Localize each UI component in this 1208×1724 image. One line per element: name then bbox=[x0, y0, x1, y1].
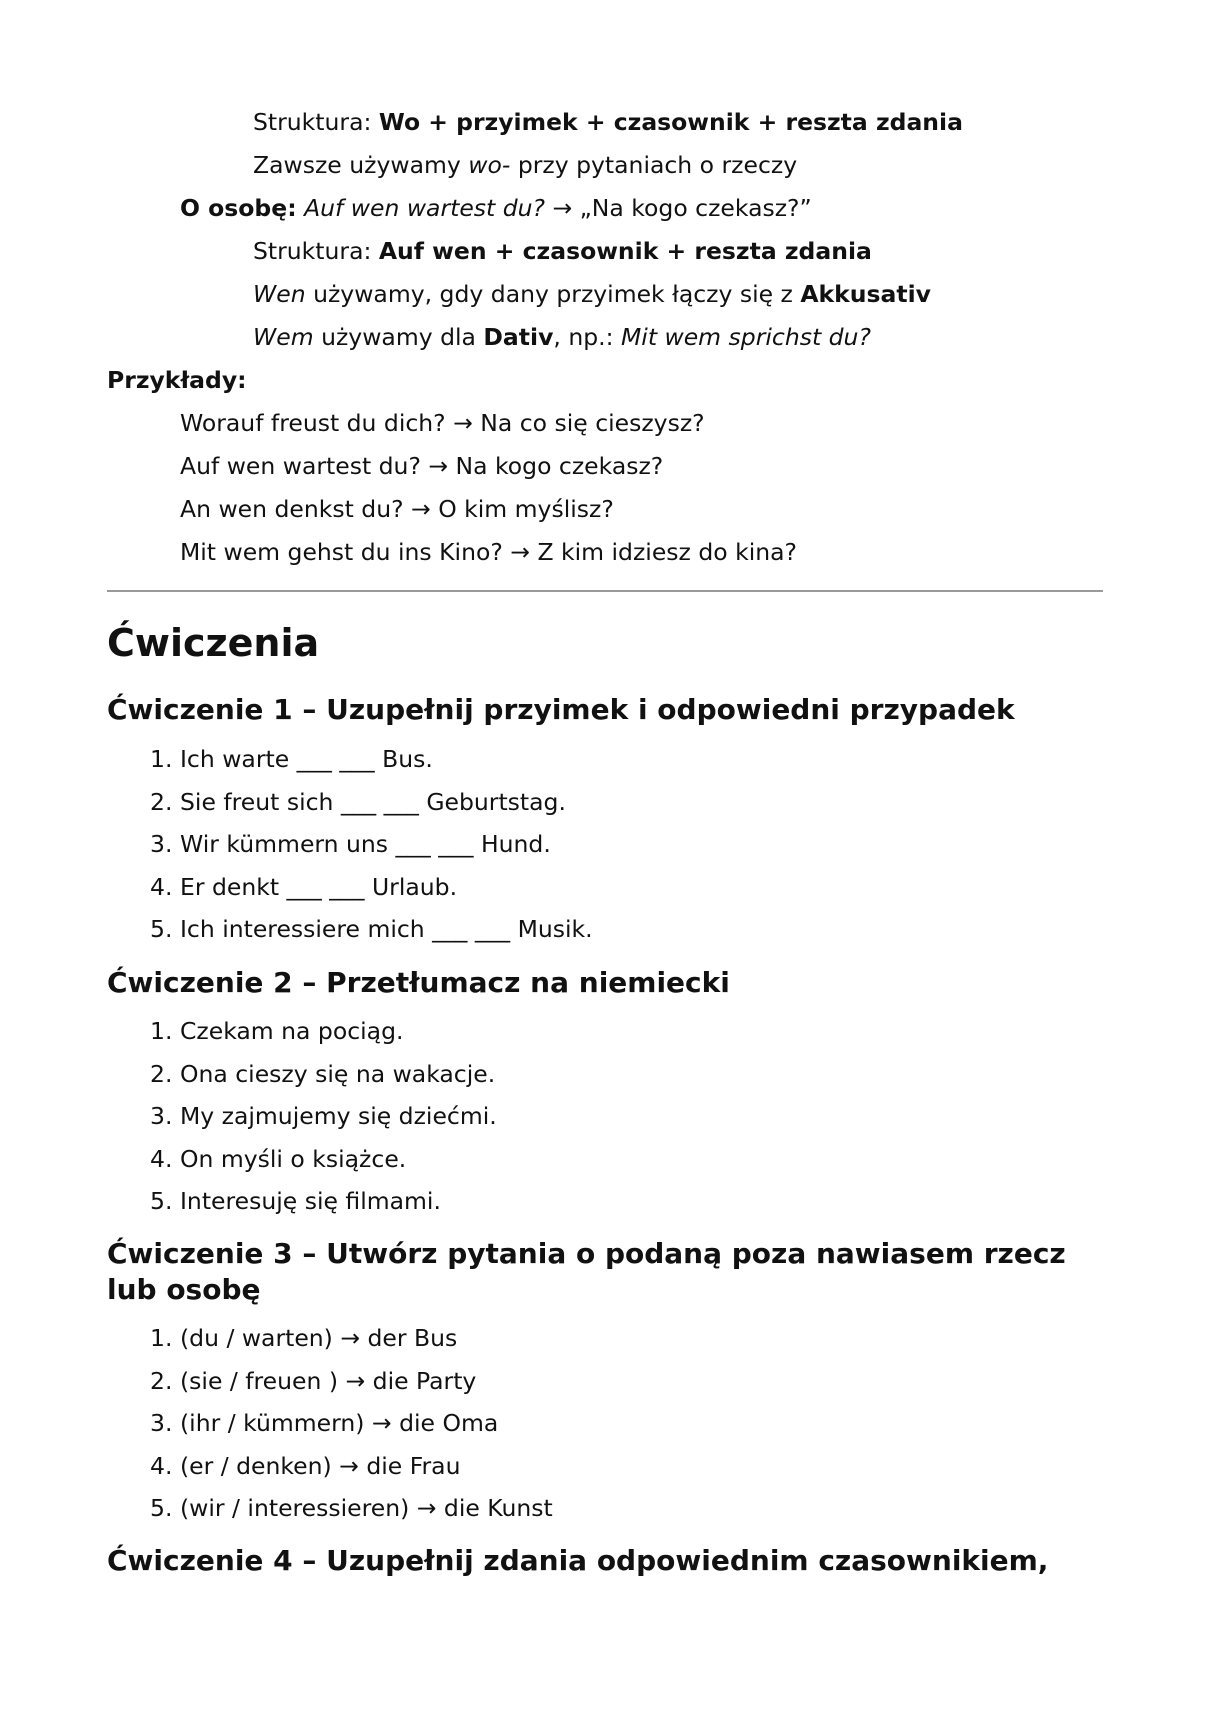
note-example: Mit wem sprichst du? bbox=[621, 323, 871, 351]
wen-usage-note bbox=[253, 279, 931, 309]
note-text: używamy, gdy dany przyimek łączy się z bbox=[305, 280, 801, 308]
item-text: (er / denken) → die Frau bbox=[180, 1451, 461, 1480]
note-term: Wen bbox=[253, 280, 306, 308]
item-number: 4. bbox=[150, 1451, 173, 1480]
person-label: O osobę: bbox=[180, 194, 297, 222]
item-text: Ona cieszy się na wakacje. bbox=[180, 1059, 496, 1088]
list-item bbox=[107, 1186, 497, 1229]
item-number: 5. bbox=[150, 1494, 173, 1523]
list-item bbox=[107, 872, 593, 915]
example-item: Auf wen wartest du? → Na kogo czekasz? bbox=[180, 452, 664, 480]
item-number: 1. bbox=[150, 1324, 173, 1352]
item-number: 2. bbox=[150, 1366, 173, 1395]
wem-usage-note bbox=[253, 322, 871, 352]
item-number: 2. bbox=[150, 787, 173, 816]
section-title: Ćwiczenia bbox=[107, 621, 320, 665]
item-number: 3. bbox=[150, 1102, 173, 1131]
example-item: Worauf freust du dich? → Na co się cieszysz? bbox=[180, 409, 705, 437]
examples-heading bbox=[107, 365, 247, 395]
item-number: 2. bbox=[150, 1059, 173, 1088]
item-number: 4. bbox=[150, 872, 173, 901]
note-term: Wem bbox=[253, 323, 314, 351]
item-text: Wir kümmern uns ___ ___ Hund. bbox=[180, 830, 551, 859]
list-item bbox=[107, 1016, 497, 1059]
note-case: Akkusativ bbox=[800, 280, 931, 308]
structure-label: Struktura: bbox=[253, 237, 379, 265]
list-item bbox=[107, 1059, 497, 1102]
note-term: wo- bbox=[468, 151, 511, 179]
item-number: 3. bbox=[150, 1409, 173, 1438]
item-text: My zajmujemy się dziećmi. bbox=[180, 1102, 497, 1131]
person-example: Auf wen wartest du? bbox=[296, 194, 545, 222]
item-number: 1. bbox=[150, 1017, 173, 1045]
item-number: 5. bbox=[150, 915, 173, 944]
item-text: (sie / freuen ) → die Party bbox=[180, 1366, 477, 1395]
structure-formula: Auf wen + czasownik + reszta zdania bbox=[378, 237, 872, 265]
note-case: Dativ bbox=[483, 323, 554, 351]
item-number: 1. bbox=[150, 745, 173, 773]
item-text: Ich interessiere mich ___ ___ Musik. bbox=[180, 915, 593, 944]
wo-usage-note bbox=[253, 150, 797, 180]
list-item bbox=[107, 1408, 553, 1451]
structure-line-wo bbox=[253, 107, 963, 137]
item-number: 3. bbox=[150, 830, 173, 859]
item-text: Er denkt ___ ___ Urlaub. bbox=[180, 872, 458, 901]
exercise-2-list bbox=[107, 1016, 497, 1229]
exercise-4-title: Ćwiczenie 4 – Uzupełnij zdania odpowiednim czasownikiem, bbox=[107, 1544, 1049, 1577]
structure-formula: Wo + przyimek + czasownik + reszta zdania bbox=[378, 108, 963, 136]
item-text: Interesuję się filmami. bbox=[180, 1187, 441, 1216]
note-text: używamy dla bbox=[313, 323, 484, 351]
list-item bbox=[107, 1493, 553, 1536]
exercise-3-title: Ćwiczenie 3 – Utwórz pytania o podaną poza nawiasem rzecz lub osobę bbox=[107, 1237, 1066, 1306]
list-item bbox=[107, 1366, 553, 1409]
list-item bbox=[107, 744, 593, 787]
item-text: (wir / interessieren) → die Kunst bbox=[180, 1494, 553, 1523]
note-text: , np.: bbox=[553, 323, 622, 351]
item-text: Czekam na pociąg. bbox=[180, 1017, 404, 1045]
item-text: On myśli o książce. bbox=[180, 1144, 407, 1173]
item-text: (ihr / kümmern) → die Oma bbox=[180, 1409, 499, 1438]
item-text: (du / warten) → der Bus bbox=[180, 1324, 458, 1352]
examples-heading-text: Przykłady: bbox=[107, 366, 247, 394]
note-text: przy pytaniach o rzeczy bbox=[510, 151, 798, 179]
exercise-2-title: Ćwiczenie 2 – Przetłumacz na niemiecki bbox=[107, 966, 730, 999]
list-item bbox=[107, 1144, 497, 1187]
exercise-1-list bbox=[107, 744, 593, 957]
list-item bbox=[107, 787, 593, 830]
item-text: Ich warte ___ ___ Bus. bbox=[180, 745, 433, 773]
list-item bbox=[107, 829, 593, 872]
list-item bbox=[107, 1101, 497, 1144]
section-divider bbox=[107, 590, 1103, 592]
example-item: Mit wem gehst du ins Kino? → Z kim idziesz do kina? bbox=[180, 538, 798, 566]
list-item bbox=[107, 1451, 553, 1494]
exercise-1-title: Ćwiczenie 1 – Uzupełnij przyimek i odpowiedni przypadek bbox=[107, 693, 1015, 726]
list-item bbox=[107, 1323, 553, 1366]
exercise-3-list bbox=[107, 1323, 553, 1536]
person-translation: → „Na kogo czekasz?” bbox=[545, 194, 812, 222]
list-item bbox=[107, 914, 593, 957]
note-text: Zawsze używamy bbox=[253, 151, 469, 179]
item-number: 5. bbox=[150, 1187, 173, 1216]
item-number: 4. bbox=[150, 1144, 173, 1173]
item-text: Sie freut sich ___ ___ Geburtstag. bbox=[180, 787, 566, 816]
example-item: An wen denkst du? → O kim myślisz? bbox=[180, 495, 614, 523]
structure-line-auf-wen bbox=[253, 236, 872, 266]
structure-label: Struktura: bbox=[253, 108, 379, 136]
person-question-line bbox=[180, 193, 812, 223]
